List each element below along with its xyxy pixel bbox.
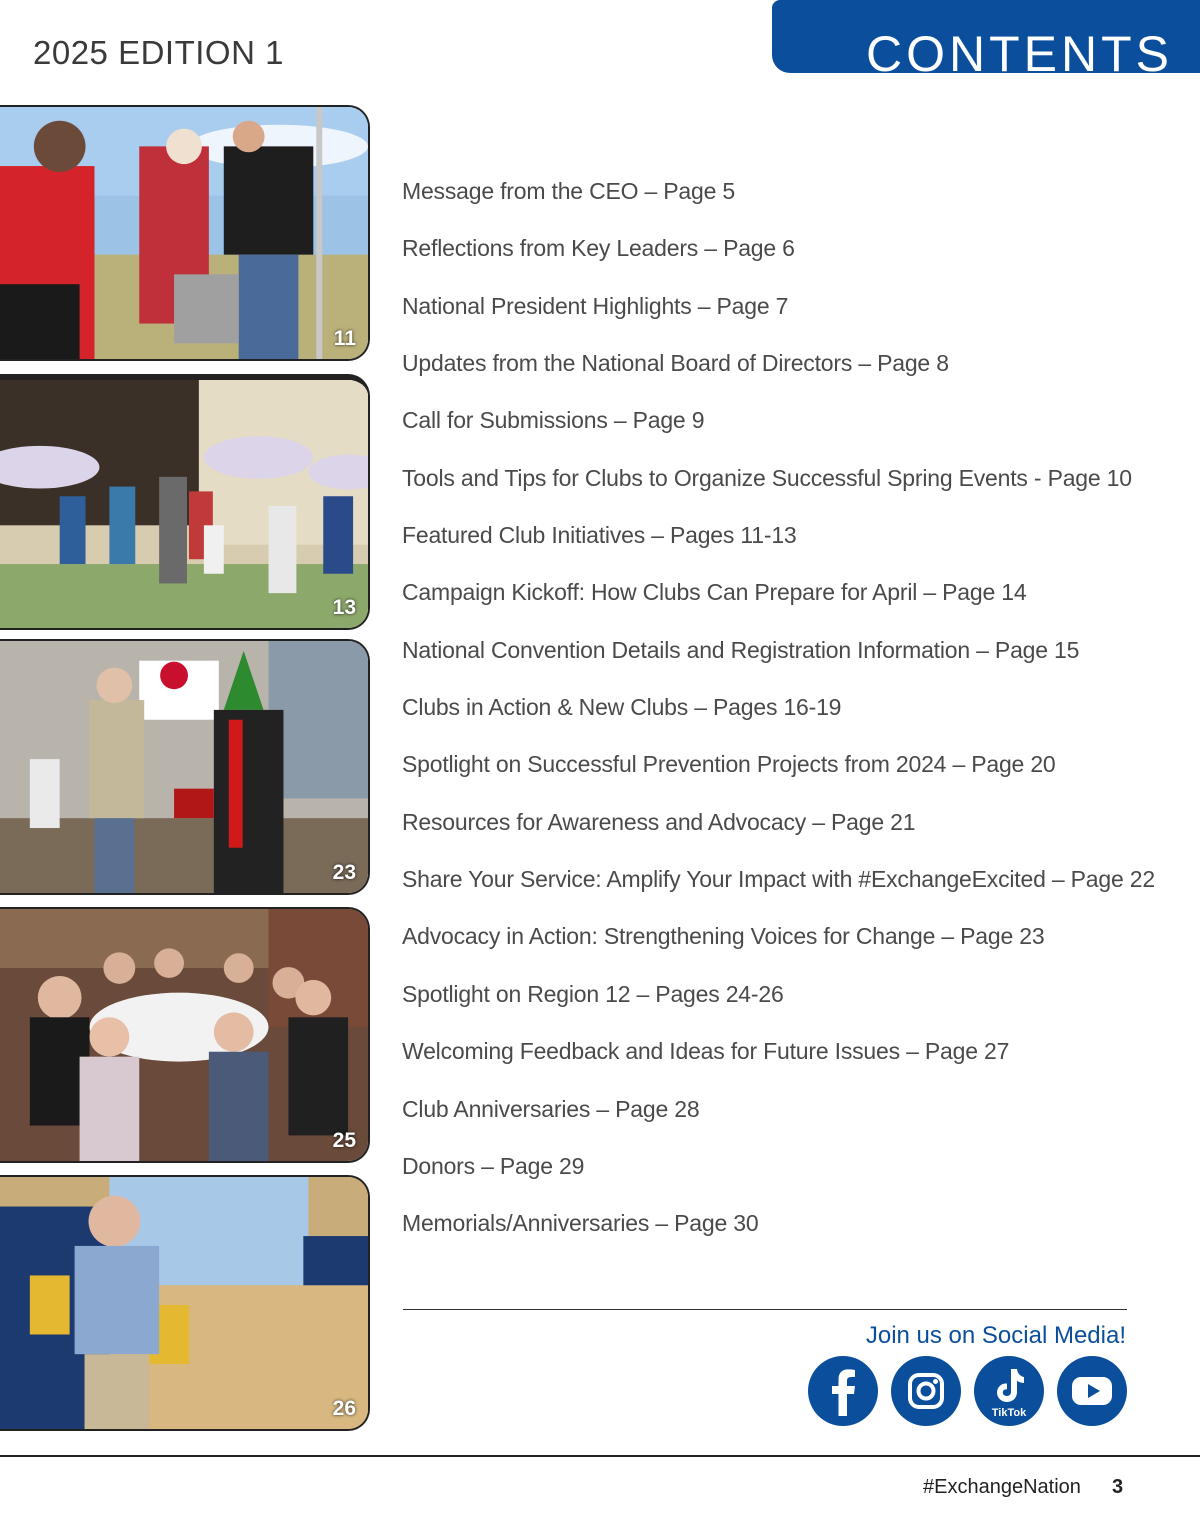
photo-red-kettle <box>0 639 370 895</box>
facebook-icon[interactable] <box>808 1356 878 1426</box>
toc-item[interactable]: National President Highlights – Page 7 <box>402 292 789 319</box>
toc-item[interactable]: Spotlight on Region 12 – Pages 24-26 <box>402 980 784 1007</box>
photo-page-number: 23 <box>332 861 356 884</box>
contents-title: CONTENTS <box>866 26 1173 73</box>
toc-item[interactable]: Memorials/Anniversaries – Page 30 <box>402 1210 759 1237</box>
footer-rule <box>0 1455 1200 1457</box>
social-media-heading: Join us on Social Media! <box>865 1322 1126 1349</box>
toc-item[interactable]: Club Anniversaries – Page 28 <box>402 1095 700 1122</box>
table-of-contents <box>402 170 1162 1260</box>
photo-page-number: 25 <box>332 1129 356 1152</box>
tiktok-icon[interactable] <box>974 1356 1044 1426</box>
photo-conference-speaker <box>0 1175 370 1431</box>
photo-umbrella-event <box>0 374 370 630</box>
instagram-icon[interactable] <box>891 1356 961 1426</box>
toc-item[interactable]: Welcoming Feedback and Ideas for Future Issues – Page 27 <box>402 1038 1010 1065</box>
contents-header-tab <box>772 0 1200 73</box>
toc-item[interactable]: Message from the CEO – Page 5 <box>402 178 735 204</box>
toc-item[interactable]: Clubs in Action & New Clubs – Pages 16-19 <box>402 694 842 721</box>
toc-item[interactable]: Campaign Kickoff: How Clubs Can Prepare for April – Page 14 <box>402 579 1027 606</box>
youtube-icon[interactable] <box>1057 1356 1127 1426</box>
toc-item[interactable]: Updates from the National Board of Directors – Page 8 <box>402 350 949 377</box>
toc-item[interactable]: Resources for Awareness and Advocacy – Page 21 <box>402 808 916 835</box>
footer-page-number: 3 <box>1112 1476 1124 1498</box>
toc-item[interactable]: Donors – Page 29 <box>402 1152 585 1179</box>
photo-page-number: 26 <box>332 1397 356 1420</box>
social-icons <box>808 1356 1127 1426</box>
edition-label: 2025 EDITION 1 <box>33 34 284 71</box>
toc-item[interactable]: Call for Submissions – Page 9 <box>402 407 705 434</box>
toc-item[interactable]: Share Your Service: Amplify Your Impact with #ExchangeExcited – Page 22 <box>402 866 1155 893</box>
tiktok-label: TikTok <box>991 1407 1027 1419</box>
toc-item[interactable]: Reflections from Key Leaders – Page 6 <box>402 235 795 262</box>
toc-item[interactable]: Featured Club Initiatives – Pages 11-13 <box>402 522 797 549</box>
photo-banquet-group <box>0 907 370 1163</box>
photo-page-number: 11 <box>333 327 356 350</box>
photo-page-number: 13 <box>332 596 356 619</box>
toc-item[interactable]: Advocacy in Action: Strengthening Voices for Change – Page 23 <box>402 923 1045 950</box>
footer-hashtag: #ExchangeNation <box>923 1476 1081 1498</box>
toc-item[interactable]: Tools and Tips for Clubs to Organize Successful Spring Events - Page 10 <box>402 464 1132 491</box>
toc-item[interactable]: National Convention Details and Registration Information – Page 15 <box>402 636 1080 663</box>
photo-outdoor-cooking <box>0 105 370 361</box>
toc-item[interactable]: Spotlight on Successful Prevention Projects from 2024 – Page 20 <box>402 751 1056 778</box>
social-divider <box>403 1309 1127 1310</box>
